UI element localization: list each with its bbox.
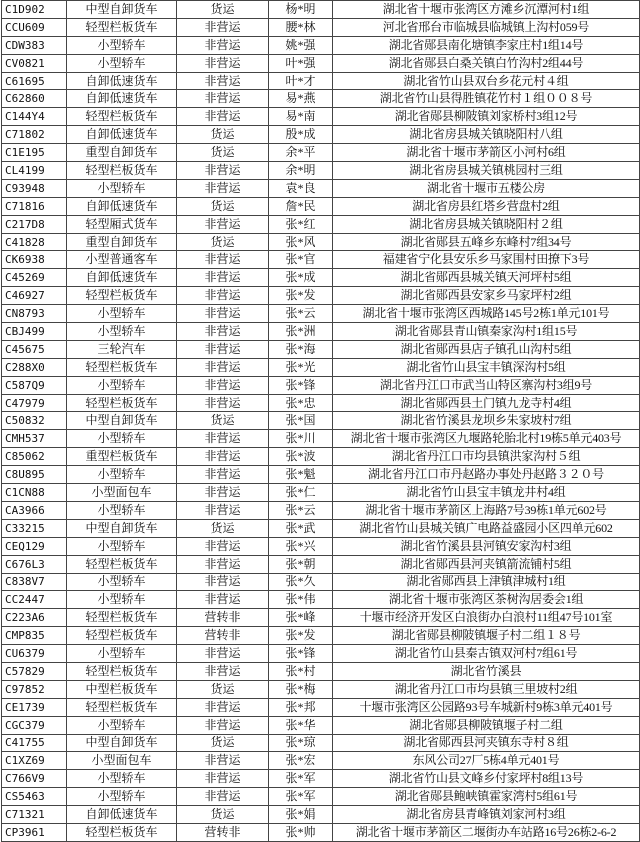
owner-name-cell: 张*帅: [269, 823, 333, 841]
usage-nature-cell: 非营运: [177, 179, 269, 197]
usage-nature-cell: 货运: [177, 1, 269, 19]
owner-name-cell: 腰*林: [269, 18, 333, 36]
owner-name-cell: 张*梅: [269, 680, 333, 698]
table-row: [2, 734, 640, 752]
table-row: [2, 394, 640, 412]
usage-nature-cell: 营转非: [177, 627, 269, 645]
vehicle-type-cell: 轻型栏板货车: [67, 823, 177, 841]
plate-number-cell: C71802: [2, 126, 67, 144]
owner-name-cell: 张*仁: [269, 484, 333, 502]
usage-nature-cell: 货运: [177, 197, 269, 215]
vehicle-type-cell: 中型自卸货车: [67, 1, 177, 19]
vehicle-type-cell: 小型轿车: [67, 770, 177, 788]
vehicle-type-cell: 小型轿车: [67, 466, 177, 484]
plate-number-cell: CEQ129: [2, 537, 67, 555]
owner-name-cell: 张*邦: [269, 698, 333, 716]
vehicle-type-cell: 小型轿车: [67, 54, 177, 72]
plate-number-cell: CGC379: [2, 716, 67, 734]
vehicle-type-cell: 小型轿车: [67, 323, 177, 341]
address-cell: 湖北省房县城关镇晓阳村八组: [333, 126, 640, 144]
owner-name-cell: 张*琼: [269, 734, 333, 752]
table-row: [2, 305, 640, 323]
plate-number-cell: C41828: [2, 233, 67, 251]
plate-number-cell: C587Q9: [2, 376, 67, 394]
owner-name-cell: 张*峰: [269, 609, 333, 627]
plate-number-cell: CP3961: [2, 823, 67, 841]
vehicle-type-cell: 轻型栏板货车: [67, 627, 177, 645]
address-cell: 湖北省十堰市茅箭区上海路7号39栋1单元602号: [333, 501, 640, 519]
address-cell: 湖北省郧县柳陂镇堰子村二组１８号: [333, 627, 640, 645]
plate-number-cell: C223A6: [2, 609, 67, 627]
table-row: [2, 573, 640, 591]
owner-name-cell: 张*洲: [269, 323, 333, 341]
table-row: [2, 126, 640, 144]
address-cell: 湖北省竹山县宝丰镇龙井村4组: [333, 484, 640, 502]
address-cell: 湖北省十堰市五楼公房: [333, 179, 640, 197]
vehicle-type-cell: 小型轿车: [67, 645, 177, 663]
table-row: [2, 555, 640, 573]
plate-number-cell: C61695: [2, 72, 67, 90]
usage-nature-cell: 非营运: [177, 591, 269, 609]
owner-name-cell: 张*武: [269, 519, 333, 537]
table-row: [2, 823, 640, 841]
vehicle-type-cell: 小型轿车: [67, 179, 177, 197]
table-row: [2, 54, 640, 72]
plate-number-cell: C71321: [2, 806, 67, 824]
address-cell: 湖北省郧县柳陂镇堰子村二组: [333, 716, 640, 734]
records-body: [2, 1, 640, 842]
vehicle-type-cell: 小型面包车: [67, 752, 177, 770]
usage-nature-cell: 非营运: [177, 90, 269, 108]
usage-nature-cell: 货运: [177, 412, 269, 430]
usage-nature-cell: 非营运: [177, 716, 269, 734]
plate-number-cell: C1XZ69: [2, 752, 67, 770]
owner-name-cell: 张*宏: [269, 752, 333, 770]
plate-number-cell: C766V9: [2, 770, 67, 788]
vehicle-type-cell: 轻型栏板货车: [67, 394, 177, 412]
usage-nature-cell: 非营运: [177, 788, 269, 806]
owner-name-cell: 张*云: [269, 501, 333, 519]
address-cell: 湖北省十堰市茅箭区小河村6组: [333, 144, 640, 162]
table-row: [2, 788, 640, 806]
vehicle-type-cell: 小型轿车: [67, 537, 177, 555]
usage-nature-cell: 非营运: [177, 645, 269, 663]
plate-number-cell: C838V7: [2, 573, 67, 591]
table-row: [2, 90, 640, 108]
table-row: [2, 716, 640, 734]
plate-number-cell: CE1739: [2, 698, 67, 716]
plate-number-cell: C1CN88: [2, 484, 67, 502]
plate-number-cell: C8U895: [2, 466, 67, 484]
owner-name-cell: 易*南: [269, 108, 333, 126]
plate-number-cell: CMH537: [2, 430, 67, 448]
usage-nature-cell: 非营运: [177, 573, 269, 591]
owner-name-cell: 张*发: [269, 287, 333, 305]
usage-nature-cell: 货运: [177, 806, 269, 824]
usage-nature-cell: 营转非: [177, 609, 269, 627]
vehicle-type-cell: 中型自卸货车: [67, 519, 177, 537]
table-row: [2, 770, 640, 788]
table-row: [2, 72, 640, 90]
owner-name-cell: 余*明: [269, 162, 333, 180]
usage-nature-cell: 非营运: [177, 555, 269, 573]
address-cell: 湖北省郧西县店子镇孔山沟村5组: [333, 340, 640, 358]
plate-number-cell: C1D902: [2, 1, 67, 19]
owner-name-cell: 张*成: [269, 269, 333, 287]
vehicle-type-cell: 轻型栏板货车: [67, 108, 177, 126]
table-row: [2, 323, 640, 341]
address-cell: 湖北省丹江口市均县镇洪家沟村５组: [333, 448, 640, 466]
usage-nature-cell: 非营运: [177, 752, 269, 770]
table-row: [2, 1, 640, 19]
table-row: [2, 358, 640, 376]
table-row: [2, 197, 640, 215]
address-cell: 湖北省郧西县河夹镇箭流铺村5组: [333, 555, 640, 573]
table-row: [2, 752, 640, 770]
address-cell: 湖北省十堰市张湾区西城路145号2栋1单元101号: [333, 305, 640, 323]
table-row: [2, 340, 640, 358]
plate-number-cell: C93948: [2, 179, 67, 197]
address-cell: 湖北省竹山县城关镇广电路益盛园小区四单元602: [333, 519, 640, 537]
usage-nature-cell: 非营运: [177, 287, 269, 305]
owner-name-cell: 张*光: [269, 358, 333, 376]
owner-name-cell: 张*红: [269, 215, 333, 233]
address-cell: 东风公司27厂5栋4单元401号: [333, 752, 640, 770]
address-cell: 湖北省郧县柳陂镇刘家桥村3组12号: [333, 108, 640, 126]
owner-name-cell: 张*伟: [269, 591, 333, 609]
usage-nature-cell: 非营运: [177, 269, 269, 287]
vehicle-type-cell: 中型自卸货车: [67, 412, 177, 430]
owner-name-cell: 余*平: [269, 144, 333, 162]
address-cell: 十堰市经济开发区白浪街办白浪村11组47号101室: [333, 609, 640, 627]
address-cell: 湖北省郧县南化塘镇李家庄村1组14号: [333, 36, 640, 54]
address-cell: 湖北省房县青峰镇刘家河村3组: [333, 806, 640, 824]
address-cell: 湖北省房县红塔乡营盘村2组: [333, 197, 640, 215]
table-row: [2, 806, 640, 824]
plate-number-cell: C41755: [2, 734, 67, 752]
usage-nature-cell: 非营运: [177, 376, 269, 394]
address-cell: 湖北省十堰市张湾区茶树沟居委会1组: [333, 591, 640, 609]
owner-name-cell: 张*川: [269, 430, 333, 448]
address-cell: 湖北省竹山县得胜镇花竹村１组００８号: [333, 90, 640, 108]
table-row: [2, 680, 640, 698]
address-cell: 湖北省竹山县宝丰镇深沟村5组: [333, 358, 640, 376]
vehicle-type-cell: 小型面包车: [67, 484, 177, 502]
table-row: [2, 144, 640, 162]
table-row: [2, 412, 640, 430]
plate-number-cell: C288X0: [2, 358, 67, 376]
plate-number-cell: CN8793: [2, 305, 67, 323]
usage-nature-cell: 非营运: [177, 698, 269, 716]
address-cell: 湖北省竹山县秦古镇双河村7组61号: [333, 645, 640, 663]
usage-nature-cell: 非营运: [177, 501, 269, 519]
plate-number-cell: CS5463: [2, 788, 67, 806]
vehicle-type-cell: 小型轿车: [67, 501, 177, 519]
vehicle-type-cell: 自卸低速货车: [67, 197, 177, 215]
plate-number-cell: C97852: [2, 680, 67, 698]
vehicle-type-cell: 小型轿车: [67, 573, 177, 591]
address-cell: 湖北省郧西县安家乡马家坪村2组: [333, 287, 640, 305]
owner-name-cell: 张*魁: [269, 466, 333, 484]
table-row: [2, 108, 640, 126]
address-cell: 福建省宁化县安乐乡马家围村田撩下3号: [333, 251, 640, 269]
address-cell: 湖北省郧西县上津镇津城村1组: [333, 573, 640, 591]
vehicle-type-cell: 自卸低速货车: [67, 269, 177, 287]
plate-number-cell: C46927: [2, 287, 67, 305]
plate-number-cell: CMP835: [2, 627, 67, 645]
usage-nature-cell: 货运: [177, 680, 269, 698]
usage-nature-cell: 非营运: [177, 323, 269, 341]
address-cell: 湖北省十堰市张湾区九堰路轮胎北村19栋5单元403号: [333, 430, 640, 448]
usage-nature-cell: 非营运: [177, 770, 269, 788]
address-cell: 湖北省房县城关镇晓阳村２组: [333, 215, 640, 233]
usage-nature-cell: 非营运: [177, 662, 269, 680]
address-cell: 湖北省丹江口市丹赵路办事处丹赵路３２０号: [333, 466, 640, 484]
plate-number-cell: C47979: [2, 394, 67, 412]
owner-name-cell: 张*国: [269, 412, 333, 430]
usage-nature-cell: 非营运: [177, 36, 269, 54]
owner-name-cell: 张*忠: [269, 394, 333, 412]
address-cell: 湖北省郧县青山镇秦家沟村1组15号: [333, 323, 640, 341]
vehicle-type-cell: 自卸低速货车: [67, 90, 177, 108]
owner-name-cell: 易*燕: [269, 90, 333, 108]
plate-number-cell: C45675: [2, 340, 67, 358]
table-row: [2, 627, 640, 645]
table-row: [2, 484, 640, 502]
owner-name-cell: 姚*强: [269, 36, 333, 54]
address-cell: 河北省邢台市临城县临城镇上沟村059号: [333, 18, 640, 36]
table-row: [2, 501, 640, 519]
plate-number-cell: CL4199: [2, 162, 67, 180]
usage-nature-cell: 营转非: [177, 823, 269, 841]
table-row: [2, 233, 640, 251]
usage-nature-cell: 非营运: [177, 448, 269, 466]
address-cell: 湖北省十堰市茅箭区二堰街办车站路16号26栋2-6-2: [333, 823, 640, 841]
usage-nature-cell: 非营运: [177, 215, 269, 233]
owner-name-cell: 张*锋: [269, 645, 333, 663]
usage-nature-cell: 非营运: [177, 72, 269, 90]
table-row: [2, 662, 640, 680]
plate-number-cell: C33215: [2, 519, 67, 537]
table-row: [2, 609, 640, 627]
owner-name-cell: 杨*明: [269, 1, 333, 19]
vehicle-type-cell: 自卸低速货车: [67, 126, 177, 144]
owner-name-cell: 张*兴: [269, 537, 333, 555]
usage-nature-cell: 货运: [177, 519, 269, 537]
address-cell: 湖北省郧西县河夹镇东寺村８组: [333, 734, 640, 752]
owner-name-cell: 张*风: [269, 233, 333, 251]
table-row: [2, 162, 640, 180]
table-row: [2, 448, 640, 466]
usage-nature-cell: 非营运: [177, 251, 269, 269]
vehicle-type-cell: 轻型栏板货车: [67, 287, 177, 305]
address-cell: 湖北省郧县鲍峡镇霍家湾村5组61号: [333, 788, 640, 806]
address-cell: 湖北省郧县五峰乡东峰村7组34号: [333, 233, 640, 251]
vehicle-type-cell: 中型栏板货车: [67, 680, 177, 698]
plate-number-cell: CA3966: [2, 501, 67, 519]
plate-number-cell: CV0821: [2, 54, 67, 72]
vehicle-type-cell: 重型自卸货车: [67, 144, 177, 162]
vehicle-type-cell: 轻型栏板货车: [67, 18, 177, 36]
plate-number-cell: C217D8: [2, 215, 67, 233]
address-cell: 湖北省丹江口市武当山特区寨沟村3组9号: [333, 376, 640, 394]
table-row: [2, 179, 640, 197]
usage-nature-cell: 非营运: [177, 108, 269, 126]
plate-number-cell: C85062: [2, 448, 67, 466]
table-row: [2, 430, 640, 448]
owner-name-cell: 詹*民: [269, 197, 333, 215]
owner-name-cell: 张*军: [269, 770, 333, 788]
address-cell: 湖北省竹溪县县河镇安家沟村3组: [333, 537, 640, 555]
owner-name-cell: 袁*良: [269, 179, 333, 197]
vehicle-type-cell: 轻型栏板货车: [67, 358, 177, 376]
address-cell: 湖北省十堰市张湾区方滩乡沉潭河村1组: [333, 1, 640, 19]
table-row: [2, 251, 640, 269]
vehicle-type-cell: 三轮汽车: [67, 340, 177, 358]
table-row: [2, 269, 640, 287]
plate-number-cell: C71816: [2, 197, 67, 215]
owner-name-cell: 张*官: [269, 251, 333, 269]
owner-name-cell: 张*发: [269, 627, 333, 645]
usage-nature-cell: 非营运: [177, 305, 269, 323]
usage-nature-cell: 非营运: [177, 358, 269, 376]
plate-number-cell: C45269: [2, 269, 67, 287]
owner-name-cell: 张*云: [269, 305, 333, 323]
vehicle-type-cell: 轻型栏板货车: [67, 662, 177, 680]
plate-number-cell: CDW383: [2, 36, 67, 54]
vehicle-type-cell: 小型普通客车: [67, 251, 177, 269]
address-cell: 湖北省房县城关镇桃园村三组: [333, 162, 640, 180]
plate-number-cell: C57829: [2, 662, 67, 680]
table-row: [2, 645, 640, 663]
address-cell: 湖北省竹山县双台乡花元村４组: [333, 72, 640, 90]
table-row: [2, 287, 640, 305]
table-row: [2, 698, 640, 716]
table-row: [2, 36, 640, 54]
plate-number-cell: CCU609: [2, 18, 67, 36]
vehicle-type-cell: 小型轿车: [67, 376, 177, 394]
plate-number-cell: CBJ499: [2, 323, 67, 341]
vehicle-records-table: [1, 0, 640, 842]
vehicle-type-cell: 小型轿车: [67, 788, 177, 806]
usage-nature-cell: 非营运: [177, 537, 269, 555]
owner-name-cell: 殷*成: [269, 126, 333, 144]
usage-nature-cell: 非营运: [177, 162, 269, 180]
usage-nature-cell: 非营运: [177, 430, 269, 448]
plate-number-cell: C676L3: [2, 555, 67, 573]
vehicle-type-cell: 轻型栏板货车: [67, 555, 177, 573]
vehicle-type-cell: 自卸低速货车: [67, 72, 177, 90]
address-cell: 湖北省郧西县土门镇九龙寺村4组: [333, 394, 640, 412]
address-cell: 湖北省竹溪县: [333, 662, 640, 680]
plate-number-cell: C50832: [2, 412, 67, 430]
usage-nature-cell: 货运: [177, 126, 269, 144]
vehicle-type-cell: 轻型栏板货车: [67, 698, 177, 716]
usage-nature-cell: 非营运: [177, 54, 269, 72]
vehicle-type-cell: 小型轿车: [67, 305, 177, 323]
address-cell: 十堰市张湾区公园路93号车城新村9栋3单元401号: [333, 698, 640, 716]
plate-number-cell: CK6938: [2, 251, 67, 269]
vehicle-type-cell: 轻型厢式货车: [67, 215, 177, 233]
table-row: [2, 215, 640, 233]
table-row: [2, 537, 640, 555]
address-cell: 湖北省竹山县文峰乡付家坪村8组13号: [333, 770, 640, 788]
owner-name-cell: 张*华: [269, 716, 333, 734]
table-row: [2, 466, 640, 484]
vehicle-type-cell: 轻型栏板货车: [67, 609, 177, 627]
usage-nature-cell: 非营运: [177, 18, 269, 36]
vehicle-type-cell: 重型自卸货车: [67, 233, 177, 251]
plate-number-cell: CU6379: [2, 645, 67, 663]
owner-name-cell: 张*海: [269, 340, 333, 358]
plate-number-cell: CC2447: [2, 591, 67, 609]
usage-nature-cell: 货运: [177, 734, 269, 752]
owner-name-cell: 张*波: [269, 448, 333, 466]
plate-number-cell: C62860: [2, 90, 67, 108]
owner-name-cell: 叶*强: [269, 54, 333, 72]
owner-name-cell: 张*锋: [269, 376, 333, 394]
usage-nature-cell: 货运: [177, 144, 269, 162]
plate-number-cell: C144Y4: [2, 108, 67, 126]
table-row: [2, 591, 640, 609]
owner-name-cell: 张*久: [269, 573, 333, 591]
usage-nature-cell: 货运: [177, 233, 269, 251]
vehicle-type-cell: 自卸低速货车: [67, 806, 177, 824]
vehicle-type-cell: 小型轿车: [67, 591, 177, 609]
address-cell: 湖北省竹溪县龙坝乡朱家坡村7组: [333, 412, 640, 430]
owner-name-cell: 张*娟: [269, 806, 333, 824]
owner-name-cell: 张*村: [269, 662, 333, 680]
usage-nature-cell: 非营运: [177, 340, 269, 358]
address-cell: 湖北省郧县白桑关镇白竹沟村2组44号: [333, 54, 640, 72]
table-row: [2, 519, 640, 537]
vehicle-type-cell: 轻型栏板货车: [67, 162, 177, 180]
owner-name-cell: 张*军: [269, 788, 333, 806]
owner-name-cell: 叶*才: [269, 72, 333, 90]
plate-number-cell: C1E195: [2, 144, 67, 162]
address-cell: 湖北省郧西县城关镇天河坪村5组: [333, 269, 640, 287]
address-cell: 湖北省丹江口市均县镇三里坡村2组: [333, 680, 640, 698]
vehicle-type-cell: 小型轿车: [67, 36, 177, 54]
usage-nature-cell: 非营运: [177, 394, 269, 412]
table-row: [2, 376, 640, 394]
vehicle-type-cell: 小型轿车: [67, 716, 177, 734]
vehicle-type-cell: 中型自卸货车: [67, 734, 177, 752]
usage-nature-cell: 非营运: [177, 466, 269, 484]
vehicle-type-cell: 小型轿车: [67, 430, 177, 448]
owner-name-cell: 张*朝: [269, 555, 333, 573]
vehicle-type-cell: 重型栏板货车: [67, 448, 177, 466]
usage-nature-cell: 非营运: [177, 484, 269, 502]
table-row: [2, 18, 640, 36]
